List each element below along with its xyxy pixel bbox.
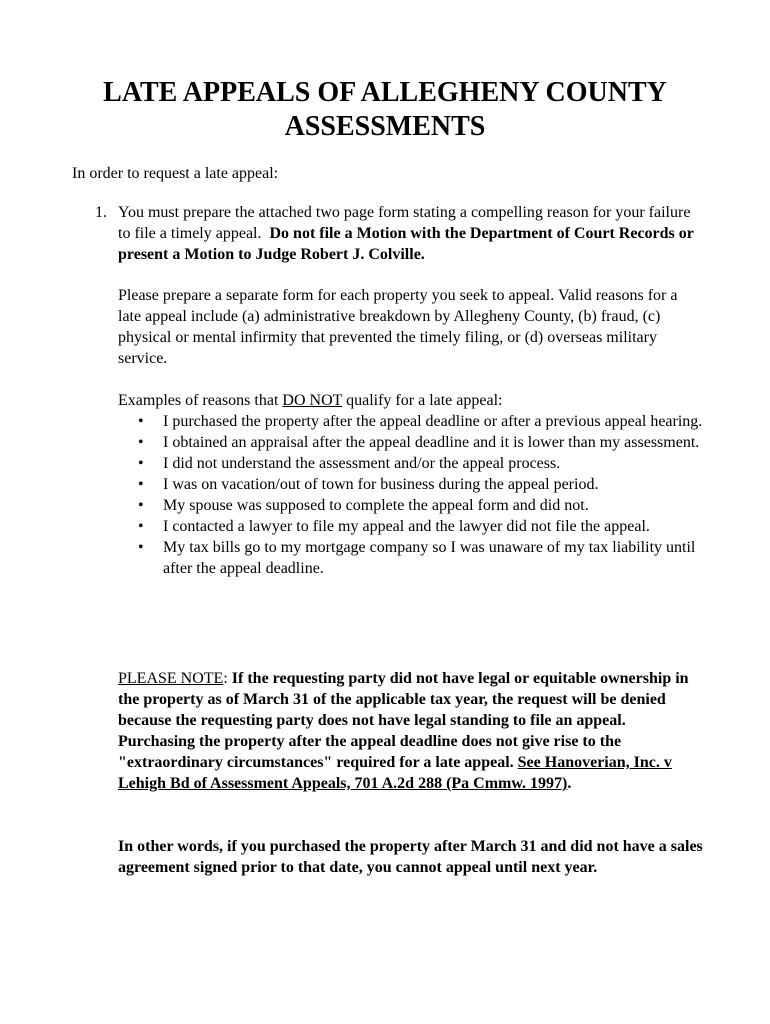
other-words-text (118, 836, 703, 878)
item-1-text: You must prepare the attached two page form stating a compelling reason for your failure to file a timely appeal. (118, 204, 691, 242)
list-item-text: I did not understand the assessment and/or the appeal process. (163, 455, 561, 472)
separate-form-paragraph (118, 285, 703, 369)
bullet-icon: • (138, 518, 144, 535)
please-note-label: PLEASE NOTE (118, 670, 224, 687)
list-item-text: My tax bills go to my mortgage company so I was unaware of my tax liability until after the appeal deadline. (163, 539, 696, 577)
please-note-end: . (567, 775, 572, 792)
list-item-text: I purchased the property after the appeal deadline or after a previous appeal hearing. (163, 413, 703, 430)
please-note-text (118, 668, 703, 794)
other-words-bold: In other words, if you purchased the property after March 31 and did not have a sales agreement signed prior to that date, you cannot appeal until next year. (118, 838, 703, 876)
case-citation: See Hanoverian, Inc. v Lehigh Bd of Assessment Appeals, 701 A.2d 288 (Pa Cmmw. 1997) (118, 754, 672, 792)
list-item (118, 537, 703, 579)
list-item (118, 411, 703, 432)
item-1-paragraph (118, 202, 703, 265)
examples-heading-before: Examples of reasons that (118, 392, 283, 409)
other-words-paragraph (118, 836, 703, 878)
list-item (118, 474, 703, 495)
title-line-2: ASSESSMENTS (284, 111, 486, 142)
reasons-list (118, 411, 703, 579)
please-note-colon: : (223, 670, 232, 687)
bullet-icon: • (138, 455, 144, 472)
list-item-text: I contacted a lawyer to file my appeal and the lawyer did not file the appeal. (163, 518, 650, 535)
bullet-icon: • (138, 413, 144, 430)
list-item-text: My spouse was supposed to complete the appeal form and did not. (163, 497, 589, 514)
list-item-text: I was on vacation/out of town for business during the appeal period. (163, 476, 599, 493)
intro-text: In order to request a late appeal: (72, 165, 279, 182)
examples-heading-after: qualify for a late appeal: (342, 392, 503, 409)
examples-section (118, 390, 703, 579)
item-1 (118, 202, 703, 265)
list-item-text: I obtained an appraisal after the appeal deadline and it is lower than my assessment. (163, 434, 700, 451)
examples-heading (118, 390, 703, 411)
page-title (70, 76, 700, 144)
list-item (118, 516, 703, 537)
please-note-paragraph (118, 668, 703, 794)
examples-heading-emphasis: DO NOT (282, 392, 343, 409)
bullet-icon: • (138, 476, 144, 493)
list-item (118, 432, 703, 453)
list-item (118, 453, 703, 474)
title-line-1: LATE APPEALS OF ALLEGHENY COUNTY (103, 77, 667, 108)
bullet-icon: • (138, 434, 144, 451)
item-1-bold-warning: Do not file a Motion with the Department of Court Records or present a Motion to Judge Robert J. Colville. (118, 225, 694, 263)
list-item (118, 495, 703, 516)
item-number-1: 1. (95, 204, 107, 221)
separate-form-text: Please prepare a separate form for each property you seek to appeal. Valid reasons for a late appeal include (a) administrative breakdown by Allegheny County, (b) fraud, (c) physical or mental infirmity that prevented the timely filing, or (d) overseas military service. (118, 287, 678, 367)
bullet-icon: • (138, 497, 144, 514)
please-note-body: If the requesting party did not have legal or equitable ownership in the property as of March 31 of the applicable tax year, the request will be denied because the requesting party does not have legal standing to file an appeal. Purchasing the property after the appeal deadline does not give rise to the "extraordinary circumstances" required for a late appeal. (118, 670, 689, 771)
bullet-icon: • (138, 539, 144, 556)
